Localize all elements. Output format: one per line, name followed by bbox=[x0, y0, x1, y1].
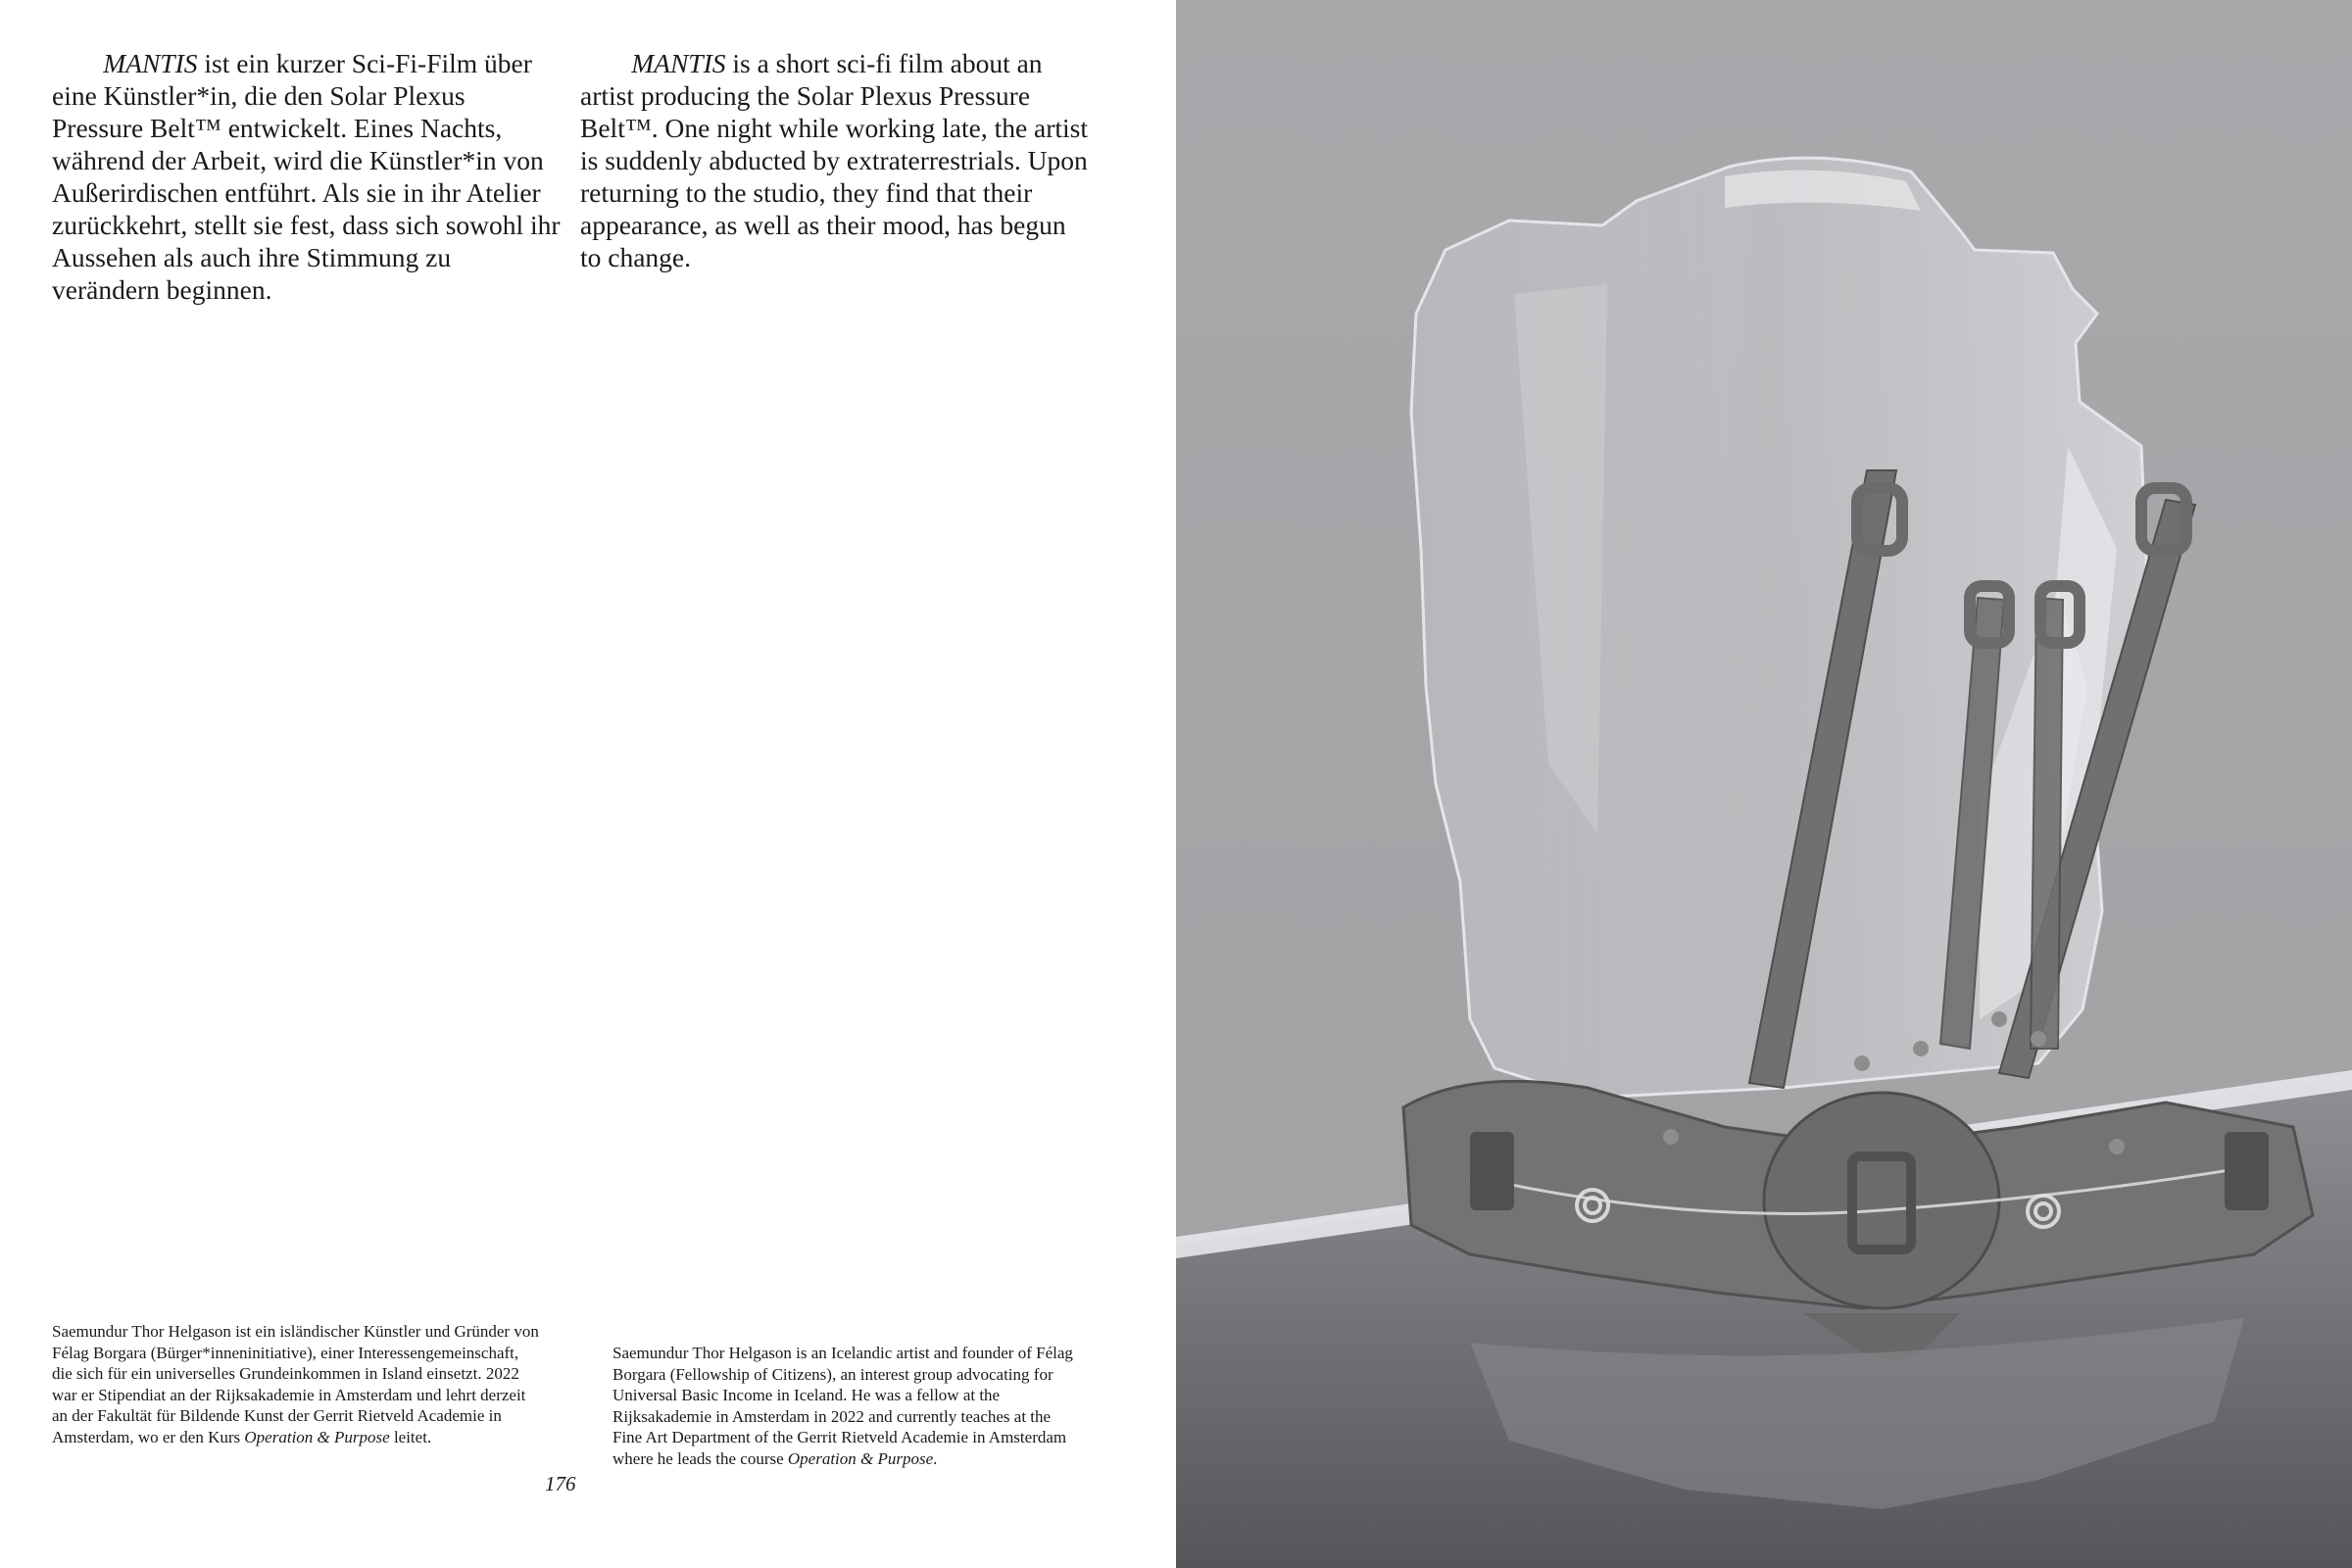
english-paragraph-text: is a short sci-fi film about an artist producing the Solar Plexus Pressure Belt™. One night while working late, the artist is suddenly abducted by extraterrestrials. Upon returning to the studio, they find that their appearance, as well as their mood, has begun to change. bbox=[580, 48, 1089, 272]
english-paragraph bbox=[580, 47, 1090, 273]
german-paragraph-text: ist ein kurzer Sci-Fi-Film über eine Künstler*in, die den Solar Plexus Pressure Belt™ entwickelt. Eines Nachts, während der Arbeit, wird die Künstler*in von Außerirdischen entführt. Als sie in ihr Atelier zurückkehrt, stellt sie fest, dass sich sowohl ihr Aussehen als auch ihre Stimmung zu verändern beginnen. bbox=[52, 48, 561, 305]
english-bio-course: Operation & Purpose bbox=[787, 1448, 934, 1468]
english-bio bbox=[612, 1343, 1073, 1469]
english-bio-tail: . bbox=[933, 1448, 938, 1468]
photo-illustration bbox=[1176, 0, 2352, 1568]
german-bio bbox=[52, 1321, 542, 1447]
german-bio-tail: leitet. bbox=[389, 1427, 432, 1446]
german-paragraph bbox=[52, 47, 562, 306]
belt-center-disc bbox=[1764, 1093, 1999, 1308]
transparent-torso-with-harness-photo bbox=[1176, 0, 2352, 1568]
film-title: MANTIS bbox=[631, 48, 726, 78]
film-title: MANTIS bbox=[103, 48, 198, 78]
english-bio-text: Saemundur Thor Helgason is an Icelandic artist and founder of Félag Borgara (Fellowship of Citizens), an interest group advocating for Universal Basic Income in Iceland. He was a fellow at the Rijksakademie in Amsterdam in 2022 and currently teaches at the Fine Art Department of the Gerrit Rietveld Academie in Amsterdam where he leads the course bbox=[612, 1344, 1073, 1468]
german-bio-course: Operation & Purpose bbox=[244, 1427, 390, 1446]
german-bio-text: Saemundur Thor Helgason ist ein isländischer Künstler und Gründer von Félag Borgara (Bürger*inneninitiative), einer Interessengemeinschaft, die sich für ein universelles Grundeinkommen in Island einsetzt. 2022 war er Stipendiat an der Rijksakademie in Amsterdam und lehrt derzeit an der Fakultät für Bildende Kunst der Gerrit Rietveld Academie in Amsterdam, wo er den Kurs bbox=[52, 1322, 539, 1446]
page-number: 176 bbox=[545, 1472, 576, 1495]
